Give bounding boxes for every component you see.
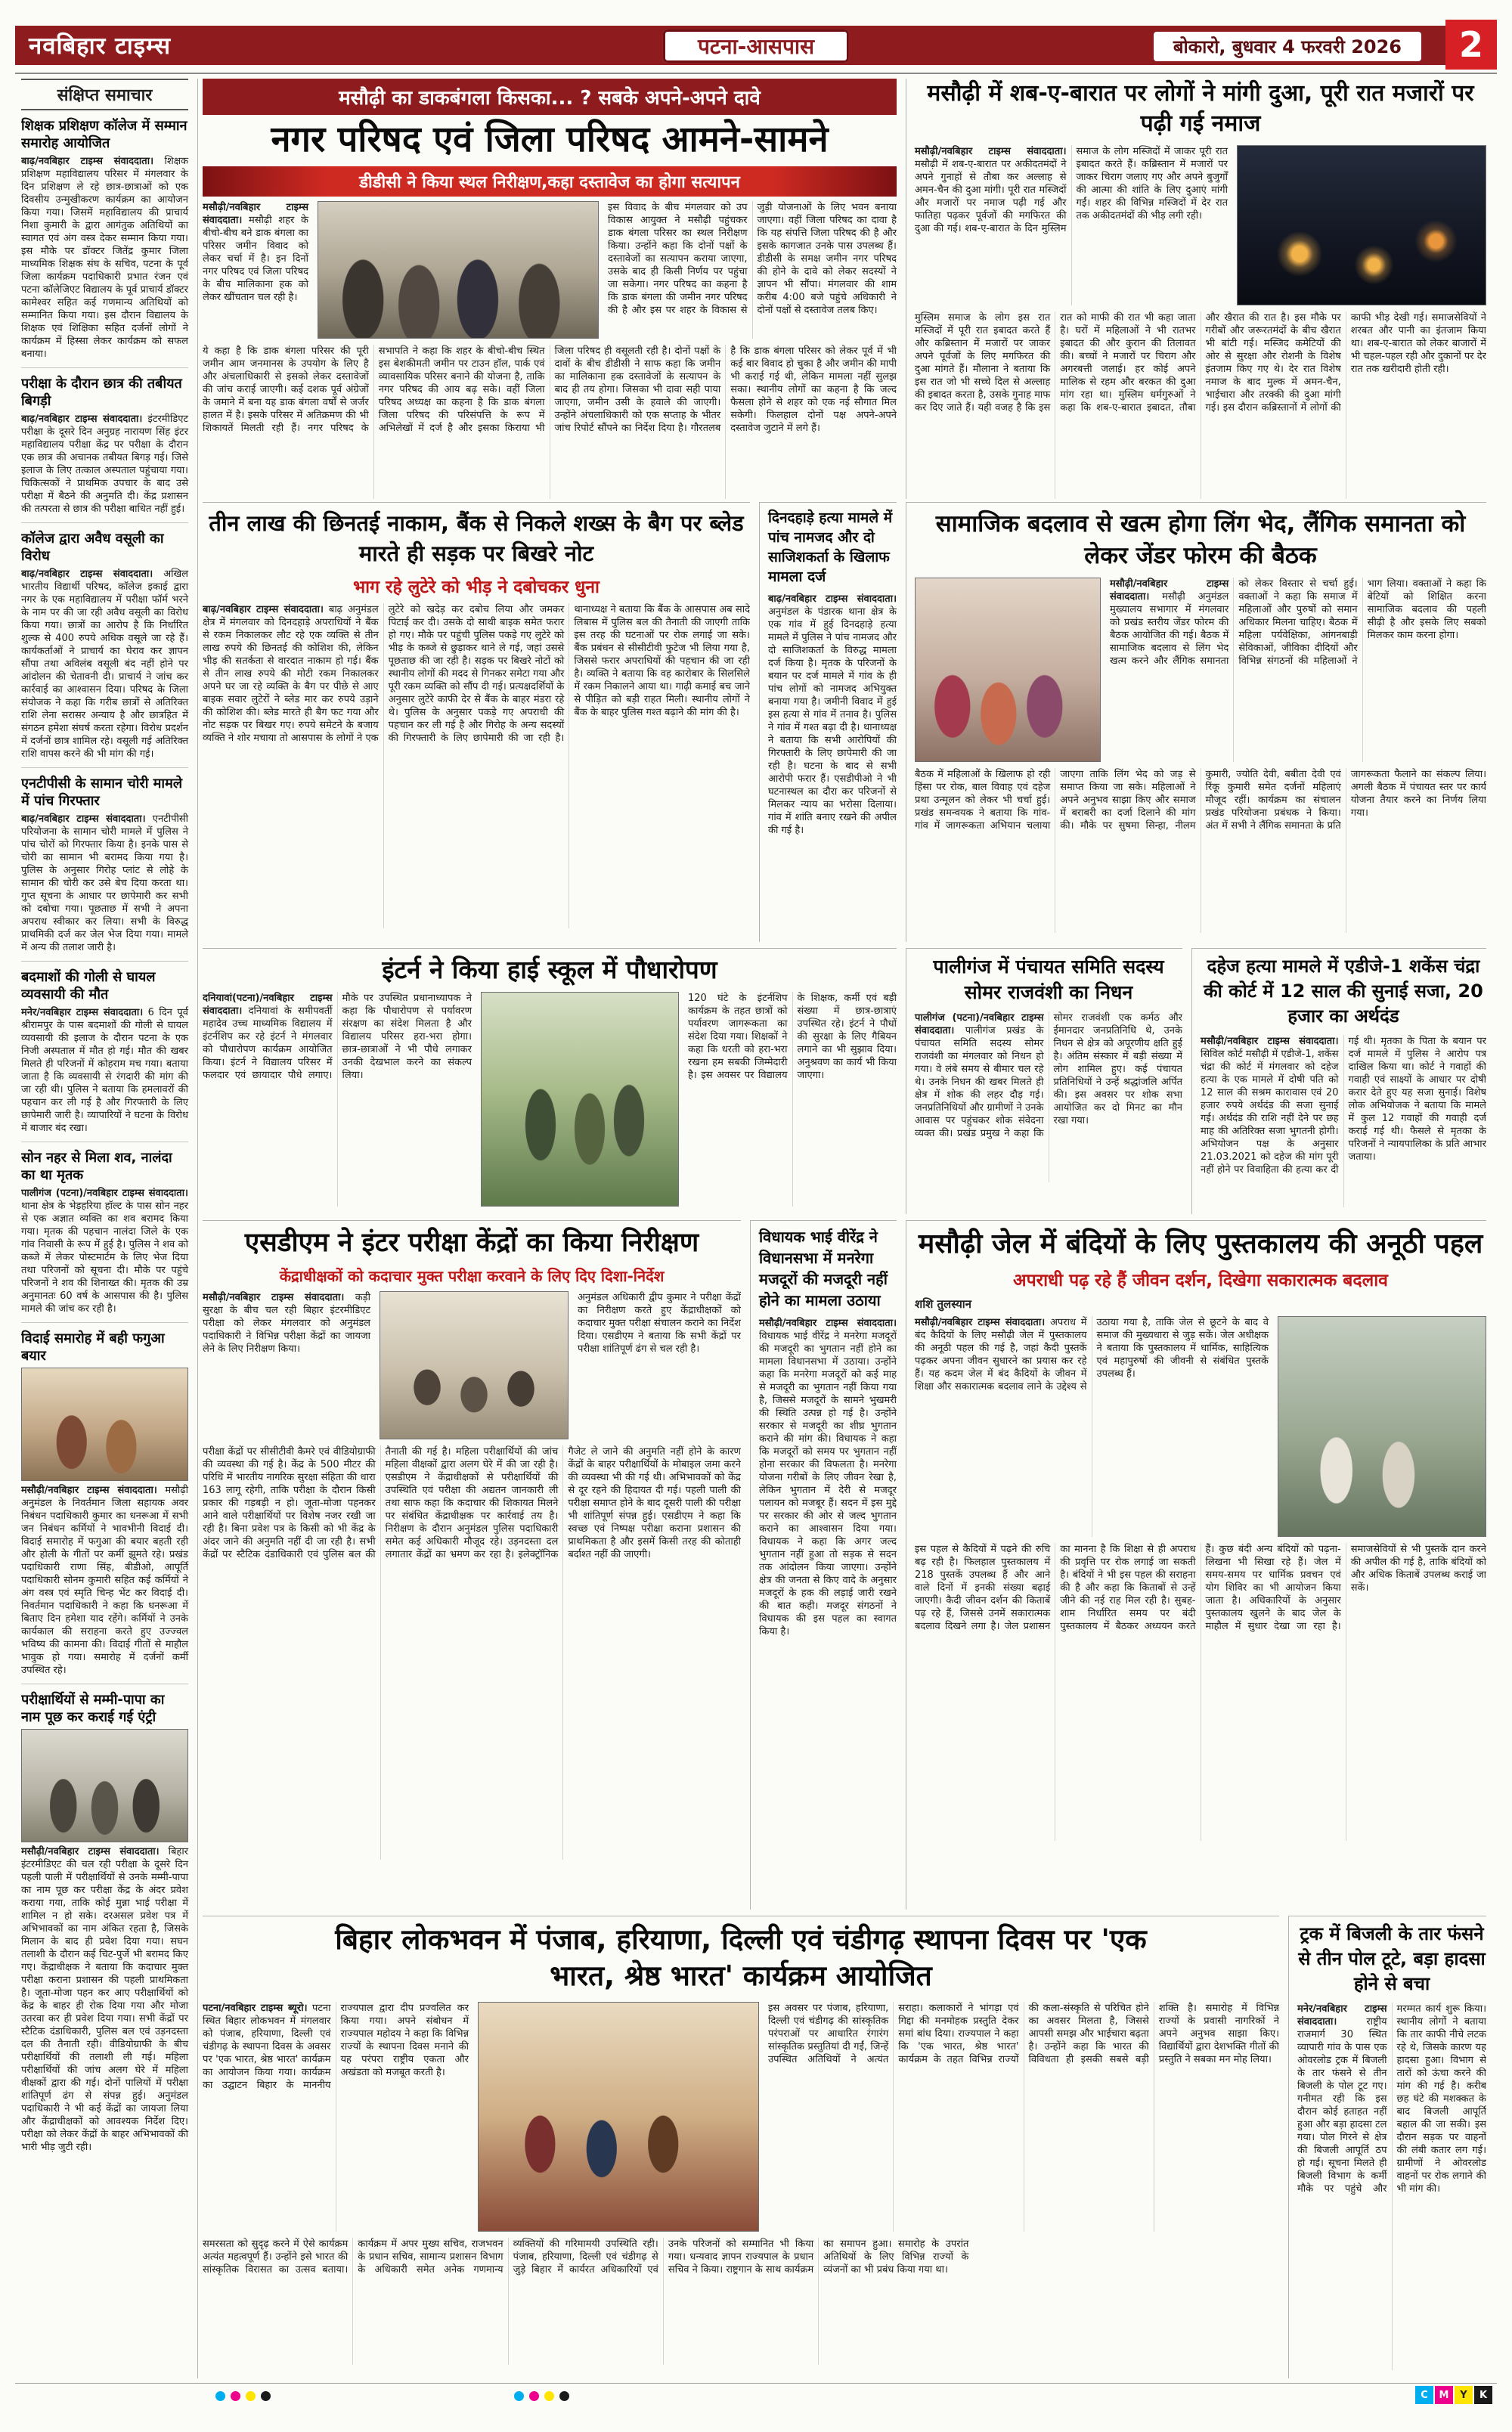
tree-planting-photo [481, 992, 679, 1207]
layout-row [203, 1291, 741, 1439]
layout-row [915, 578, 1486, 762]
main-story-body-bottom: ये कहा है कि डाक बंगला परिसर की पूरी जमीन आम जनमानस के उपयोग के लिए है और अंचलाधिकारी से इसको लेकर दस्तावेजों की जांच कराई जाएगी। कई दशक पूर्व अंग्रेजों के जमाने में बना यह डाक बंगला वर्षों से जर्जर हालत में है। इसके परिसर में अतिक्रमण की भी शिकायतें मिलती रही हैं। नगर परिषद के सभापति ने कहा कि शहर के बीचो-बीच स्थित इस बेशकीमती जमीन पर टाउन हॉल, पार्क एवं व्यावसायिक परिसर बनाने की योजना है, ताकि नगर परिषद की आय बढ़ सके। वहीं जिला परिषद अध्यक्ष का कहना है कि डाक बंगला जिला परिषद की परिसंपत्ति के रूप में अभिलेखों में दर्ज है और इसका किराया भी जिला परिषद ही वसूलती रही है। दोनों पक्षों के दावों के बीच डीडीसी ने साफ कहा कि जमीन का मालिकाना हक दस्तावेजों के सत्यापन के बाद ही तय होगा। जिसका भी दावा सही पाया जाएगा, जमीन उसी के हवाले की जाएगी। उन्होंने अंचलाधिकारी को एक सप्ताह के भीतर जांच रिपोर्ट सौंपने का निर्देश दिया है। गौरतलब है कि डाक बंगला परिसर को लेकर पूर्व में भी कई बार विवाद हो चुका है और जमीन की मापी भी कराई गई थी, लेकिन मामला नहीं सुलझ सका। स्थानीय लोगों का कहना है कि जल्द फैसला होने से शहर को एक नई सौगात मिल सकेगी। फिलहाल दोनों पक्ष अपने-अपने दस्तावेज जुटाने में लगे हैं। [203, 345, 897, 434]
brief-item [21, 968, 188, 1142]
brief-body [21, 1187, 188, 1315]
article-body [915, 145, 1228, 305]
body-text: एनटीपीसी परियोजना के सामान चोरी मामले में पुलिस ने पांच चोरों को गिरफ्तार किया है। इनके पास से चोरी का सामान भी बरामद किया गया है। पुलिस के अनुसार गिरोह प्लांट से लोहे के सामान की चोरी कर उसे बेच दिया करता था। गुप्त सूचना के आधार पर छापेमारी कर सभी को दबोचा गया। पूछताछ में सभी ने अपना अपराध स्वीकार कर लिया। सभी के विरुद्ध प्राथमिकी दर्ज कर जेल भेज दिया गया। मामले में अन्य की तलाश जारी है। [21, 813, 188, 953]
dateline: पटना/नवबिहार टाइम्स ब्यूरो। [203, 2003, 308, 2014]
footer-rule [15, 2383, 1497, 2384]
dateline: बाढ़/नवबिहार टाइम्स संवाददाता। [21, 414, 143, 425]
night-prayer-photo [1237, 145, 1486, 305]
farewell-ceremony-photo [21, 1368, 188, 1481]
body-text: अखिल भारतीय विद्यार्थी परिषद, कॉलेज इकाई द्वारा नगर के एक महाविद्यालय में परीक्षा फॉर्म भरने के नाम पर की जा रही अवैध वसूली का विरोध किया गया। छात्रों का आरोप है कि निर्धारित शुल्क से 400 रुपये अधिक वसूले जा रहे हैं। कार्यकर्ताओं ने प्राचार्य का घेराव कर ज्ञापन सौंपा तथा अविलंब वसूली बंद नहीं होने पर आंदोलन की चेतावनी दी। प्राचार्य ने जांच कर कार्रवाई का आश्वासन दिया। परिषद के जिला संयोजक ने कहा कि गरीब छात्रों से अतिरिक्त राशि लेना सरासर अन्याय है और छात्रहित में संगठन हमेशा संघर्ष करता रहेगा। विरोध प्रदर्शन में दर्जनों छात्र शामिल रहे। वसूली गई अतिरिक्त राशि वापस करने की भी मांग की गई। [21, 568, 188, 760]
dateline: पालीगंज (पटना)/नवबिहार टाइम्स संवाददाता। [915, 1012, 1044, 1036]
article-headline: दहेज हत्या मामले में एडीजे-1 शकेंस चंद्रा की कोर्ट में 12 साल की सुनाई सजा, 20 हजार का अर्थदंड [1204, 956, 1483, 1027]
body-text: बाढ़ अनुमंडल क्षेत्र में मंगलवार को दिनदहाड़े अपराधियों ने बैंक से रकम निकालकर लौट रहे एक व्यक्ति से तीन लाख रुपये की छिनतई की कोशिश की, लेकिन भीड़ की सतर्कता से वारदात नाकाम हो गई। बैंक से तीन लाख रुपये की मोटी रकम निकालकर अपने घर जा रहे व्यक्ति के बैग पर पीछे से आए बाइक सवार लुटेरों ने ब्लेड मार कर रुपये उड़ाने की कोशिश की। ब्लेड मारते ही बैग फट गया और नोट सड़क पर बिखर गए। रुपये समेटने के बजाय व्यक्ति ने शोर मचाया तो आसपास के लोगों ने एक लुटेरे को खदेड़ कर दबोच लिया और जमकर पिटाई कर दी। उसके दो साथी बाइक समेत फरार हो गए। मौके पर पहुंची पुलिस पकड़े गए लुटेरे को भीड़ के कब्जे से छुड़ाकर थाने ले गई, जहां उससे पूछताछ की जा रही है। सड़क पर बिखरे नोटों को स्थानीय लोगों की मदद से गिनकर समेटा गया और पूरी रकम व्यक्ति को सौंप दी गई। प्रत्यक्षदर्शियों के अनुसार लुटेरे काफी देर से बैंक के बाहर मंडरा रहे थे। पुलिस के अनुसार पकड़े गए अपराधी की पहचान कर ली गई है और गिरोह के अन्य सदस्यों की गिरफ्तारी के लिए छापेमारी की जा रही है। थानाध्यक्ष ने बताया कि बैंक के आसपास अब सादे लिबास में पुलिस बल की तैनाती की जाएगी ताकि इस तरह की घटनाओं पर रोक लगाई जा सके। बैंक प्रबंधन से सीसीटीवी फुटेज भी लिया गया है, जिससे फरार अपराधियों की पहचान की जा रही है। व्यक्ति ने बताया कि वह कारोबार के सिलसिले में रकम निकालने आया था। गाढ़ी कमाई बच जाने से पीड़ित को बड़ी राहत मिली। स्थानीय लोगों ने बैंक के बाहर पुलिस गश्त बढ़ाने की मांग की है। [203, 604, 750, 744]
dateline: मसौढ़ी/नवबिहार टाइम्स संवाददाता। [915, 1317, 1046, 1328]
body-text: पालीगंज प्रखंड के पंचायत समिति सदस्य सोमर राजवंशी का मंगलवार को निधन हो गया। वे लंबे समय से बीमार चल रहे थे। उनके निधन की खबर मिलते ही क्षेत्र में शोक की लहर दौड़ गई। जनप्रतिनिधियों और ग्रामीणों ने उनके आवास पर पहुंचकर शोक संवेदना व्यक्त की। प्रखंड प्रमुख ने कहा कि सोमर राजवंशी एक कर्मठ और ईमानदार जनप्रतिनिधि थे, उनके निधन से क्षेत्र को अपूरणीय क्षति हुई है। अंतिम संस्कार में बड़ी संख्या में लोग शामिल हुए। कई पंचायत प्रतिनिधियों ने उन्हें श्रद्धांजलि अर्पित की। इस अवसर पर शोक सभा आयोजित कर दो मिनट का मौन रखा गया। [915, 1012, 1182, 1139]
yellow-dot-icon [544, 2391, 554, 2401]
jail-library-photo [1278, 1316, 1486, 1537]
article-sdm-inspection [203, 1220, 741, 1910]
exam-hall-photo [380, 1291, 569, 1439]
layout-row [915, 1316, 1486, 1537]
dateline: मसौढ़ी/नवबिहार टाइम्स संवाददाता। [21, 1485, 157, 1496]
black-dot-icon [261, 2391, 271, 2401]
article-headline: मसौढ़ी जेल में बंदियों के लिए पुस्तकालय की अनूठी पहल [918, 1228, 1483, 1259]
article-jail-library [906, 1220, 1486, 1910]
yellow-dot-icon [246, 2391, 256, 2401]
article-headline: दिनदहाड़े हत्या मामले में पांच नामजद और दो साजिशकर्ता के खिलाफ मामला दर्ज [768, 510, 893, 585]
women-meeting-photo [915, 578, 1101, 762]
dateline: बाढ़/नवबिहार टाइम्स संवाददाता। [21, 156, 153, 167]
article-headline: पालीगंज में पंचायत समिति सदस्य सोमर राजवंशी का निधन [933, 956, 1164, 1003]
main-story-headline: नगर परिषद एवं जिला परिषद आमने-सामने [271, 119, 829, 160]
brief-headline: बदमाशों की गोली से घायल व्यवसायी की मौत [21, 969, 156, 1002]
cyan-dot-icon [215, 2391, 225, 2401]
article-snatching [203, 502, 750, 942]
registration-marks [215, 2391, 271, 2401]
article-paliganj-death [906, 948, 1182, 1214]
body-text: कड़ी सुरक्षा के बीच चल रही बिहार इंटरमीडिएट परीक्षा को लेकर मंगलवार को अनुमंडल पदाधिकारी ने विभिन्न परीक्षा केंद्रों का जायजा लेने के लिए निरीक्षण किया। [203, 1292, 371, 1355]
black-swatch-icon: K [1474, 2386, 1492, 2404]
article-body [21, 1484, 188, 1677]
main-story-kicker: मसौढ़ी का डाकबंगला किसका... ? सबके अपने-अपने दावे [203, 79, 897, 115]
brief-headline: सोन नहर से मिला शव, नालंदा का था मृतक [21, 1150, 172, 1183]
body-text: अपराध में बंद कैदियों के लिए मसौढ़ी जेल में पुस्तकालय की अनूठी पहल की गई है, जहां कैदी पुस्तकें पढ़कर अपना जीवन सुधारने का प्रयास कर रहे हैं। यह कदम जेल में बंद कैदियों के जीवन में शिक्षा और सकारात्मक बदलाव लाने के उद्देश्य से उठाया गया है, ताकि जेल से छूटने के बाद वे समाज की मुख्यधारा से जुड़ सकें। जेल अधीक्षक ने बताया कि पुस्तकालय में धार्मिक, साहित्यिक एवं महापुरुषों की जीवनी से संबंधित पुस्तकें उपलब्ध हैं। [915, 1317, 1269, 1393]
article-body [1110, 578, 1486, 762]
article-body-left [203, 1291, 370, 1439]
masthead [15, 26, 1497, 65]
article-body-right: अनुमंडल अधिकारी द्वीप कुमार ने परीक्षा केंद्रों का निरीक्षण करते हुए केंद्राधीक्षकों को कदाचार मुक्त परीक्षा संचालन कराने का निर्देश दिया। एसडीएम ने बताया कि सभी केंद्रों पर परीक्षा शांतिपूर्ण ढंग से चल रही है। [578, 1292, 741, 1355]
article-headline: विधायक भाई वीरेंद्र ने विधानसभा में मनरेगा मजदूरों की मजदूरी नहीं होने का मामला उठाया [759, 1228, 888, 1309]
section-badge: पटना-आसपास [663, 29, 849, 63]
brief-item [21, 530, 188, 768]
body-text: अनुमंडल के पंडारक थाना क्षेत्र के एक गांव में हुई दिनदहाड़े हत्या मामले में पुलिस ने पांच नामजद और दो साजिशकर्ता के विरुद्ध मामला दर्ज किया है। मृतक के परिजनों के बयान पर दर्ज मामले में गांव के ही पांच लोगों को नामजद अभियुक्त बनाया गया है। जमीनी विवाद में हुई इस हत्या से गांव में तनाव है। पुलिस ने गांव में गश्त बढ़ा दी है। थानाध्यक्ष ने बताया कि सभी आरोपियों की गिरफ्तारी के लिए छापेमारी की जा रही है। घटना के बाद से सभी आरोपी फरार हैं। एसडीपीओ ने भी घटनास्थल का दौरा कर परिजनों से मिलकर न्याय का भरोसा दिलाया। गांव में शांति बनाए रखने की अपील की गई है। [768, 606, 897, 836]
article-body-right: इस अवसर पर पंजाब, हरियाणा, दिल्ली एवं चंडीगढ़ की सांस्कृतिक परंपराओं पर आधारित रंगारंग सांस्कृतिक प्रस्तुतियां दी गईं, जिन्हें उपस्थित अतिथियों ने अत्यंत सराहा। कलाकारों ने भांगड़ा एवं गिद्दा की मनमोहक प्रस्तुति देकर समां बांध दिया। राज्यपाल ने कहा कि 'एक भारत, श्रेष्ठ भारत' कार्यक्रम के तहत विभिन्न राज्यों की कला-संस्कृति से परिचित होने का अवसर मिलता है, जिससे आपसी समझ और भाईचारा बढ़ता है। उन्होंने कहा कि भारत की विविधता ही इसकी सबसे बड़ी शक्ति है। समारोह में विभिन्न राज्यों के प्रवासी नागरिकों ने अपने अनुभव साझा किए। विद्यार्थियों द्वारा देशभक्ति गीतों की प्रस्तुति ने सबका मन मोह लिया। [768, 2003, 1279, 2065]
brief-headline: शिक्षक प्रशिक्षण कॉलेज में सम्मान समारोह आयोजित [21, 118, 187, 151]
brief-item [21, 1149, 188, 1323]
article-main-story [203, 79, 897, 499]
body-text: थाना क्षेत्र के भेड़हरिया हॉल्ट के पास सोन नहर से एक अज्ञात व्यक्ति का शव बरामद किया गया। मृतक की पहचान नालंदा जिले के एक गांव निवासी के रूप में हुई है। पुलिस ने शव को कब्जे में लेकर पोस्टमार्टम के लिए भेज दिया तथा परिजनों को सूचना दी। मौके पर पहुंचे परिजनों ने शव की शिनाख्त की। मृतक की उम्र अनुमानतः 60 वर्ष के आसपास की है। पुलिस मामले की जांच कर रही है। [21, 1201, 188, 1315]
brief-item [21, 775, 188, 962]
body-text: इंटरमीडिएट परीक्षा के दूसरे दिन अनुग्रह नारायण सिंह इंटर महाविद्यालय परीक्षा केंद्र पर परीक्षा के दौरान एक छात्र की अचानक तबीयत बिगड़ गई। जिसे इलाज के लिए तत्काल अस्पताल पहुंचाया गया। चिकित्सकों ने प्राथमिक उपचार के बाद उसे परीक्षा में बैठने की अनुमति दी। केंद्र प्रशासन की तत्परता से छात्र की परीक्षा बाधित नहीं हुई। [21, 414, 188, 515]
article-body-bottom: मुस्लिम समाज के लोग इस रात मस्जिदों में पूरी रात इबादत करते हैं और कब्रिस्तान में मजारों पर जाकर अपने पूर्वजों के लिए मगफिरत की दुआ मांगते हैं। मौलाना ने बताया कि इस रात जो भी सच्चे दिल से अल्लाह की इबादत करता है, उसके गुनाह माफ कर दिए जाते हैं। यही वजह है कि इस रात को माफी की रात भी कहा जाता है। घरों में महिलाओं ने भी रातभर इबादत की और कुरान की तिलावत की। बच्चों ने मजारों पर चिराग और अगरबत्ती जलाई। हर कोई अपने मालिक से रहम और बरकत की दुआ मांग रहा था। मुस्लिम धर्मगुरुओं ने कहा कि शब-ए-बारात इबादत, तौबा और खैरात की रात है। इस मौके पर गरीबों और जरूरतमंदों के बीच खैरात भी बांटी गई। मस्जिद कमेटियों की ओर से सुरक्षा और रोशनी के विशेष इंतजाम किए गए थे। देर रात विशेष नमाज के बाद मुल्क में अमन-चैन, भाईचारा और तरक्की की दुआ मांगी गई। इस दौरान कब्रिस्तानों में लोगों की काफी भीड़ देखी गई। समाजसेवियों ने शरबत और पानी का इंतजाम किया था। शब-ए-बारात को लेकर बाजारों में भी चहल-पहल रही और दुकानों पर देर रात तक खरीदारी होती रही। [915, 312, 1486, 414]
dateline: मसौढ़ी/नवबिहार टाइम्स संवाददाता। [915, 146, 1067, 157]
article-gender-forum [906, 502, 1486, 942]
dateline: बाढ़/नवबिहार टाइम्स संवाददाता। [21, 813, 146, 825]
layout-row [203, 992, 897, 1207]
dateline: मसौढ़ी/नवबिहार टाइम्स संवाददाता। [21, 1846, 160, 1857]
cyan-swatch-icon: C [1415, 2386, 1433, 2404]
registration-marks [514, 2391, 569, 2401]
magenta-swatch-icon: M [1435, 2386, 1453, 2404]
magenta-dot-icon [529, 2391, 539, 2401]
dateline: मसौढ़ी/नवबिहार टाइम्स संवाददाता। [1201, 1036, 1339, 1047]
article-mla-mgnrega [750, 1220, 897, 1910]
main-story-body-mid: इस विवाद के बीच मंगलवार को उप विकास आयुक्त ने मसौढ़ी पहुंचकर डाक बंगला परिसर का स्थल निरीक्षण किया। उन्होंने कहा कि दोनों पक्षों के दस्तावेजों का सत्यापन कराया जाएगा, उसके बाद ही किसी निर्णय पर पहुंचा जा सकेगा। नगर परिषद का कहना है कि डाक बंगला की जमीन नगर परिषद की है और इस पर शहर के विकास से जुड़ी योजनाओं के लिए भवन बनाया जाएगा। वहीं जिला परिषद का दावा है कि यह संपत्ति जिला परिषद की है और इसके कागजात उनके पास उपलब्ध हैं। डीडीसी के समक्ष जमीन नगर परिषद की होने के दावे को लेकर सदस्यों ने ज्ञापन भी सौंपा। मंगलवार की शाम करीब 4:00 बजे पहुंचे अधिकारी ने दोनों पक्षों से दस्तावेज तलब किए। [608, 202, 897, 316]
cyan-dot-icon [514, 2391, 524, 2401]
article-headline: एसडीएम ने इंटर परीक्षा केंद्रों का किया निरीक्षण [244, 1228, 699, 1258]
dateline: पालीगंज (पटना)/नवबिहार टाइम्स संवाददाता। [21, 1188, 188, 1199]
byline: शशि तुलस्यान [915, 1297, 971, 1311]
brief-body [21, 568, 188, 761]
article-headline: बिहार लोकभवन में पंजाब, हरियाणा, दिल्ली एवं चंडीगढ़ स्थापना दिवस पर 'एक भारत, श्रेष्ठ भारत' कार्यक्रम आयोजित [335, 1923, 1147, 1992]
article-body-left [203, 2002, 469, 2232]
article-exam-entry [21, 1691, 188, 2161]
article-headline: तीन लाख की छिनतई नाकाम, बैंक से निकले शख्स के बैग पर ब्लेड मारते ही सड़क पर बिखरे नोट [209, 510, 744, 566]
article-dowry-verdict [1191, 948, 1486, 1214]
body-text: मसौढ़ी में शब-ए-बारात पर अकीदतमंदों ने अपने गुनाहों से तौबा कर अल्लाह से अमन-चैन की दुआ मांगी। पूरी रात मस्जिदों और मजारों पर नमाज पढ़ी गई और फातिहा पढ़कर पूर्वजों की मगफिरत की दुआ की गई। शब-ए-बारात के दिन मुस्लिम समाज के लोग मस्जिदों में जाकर पूरी रात इबादत करते हैं। कब्रिस्तान में मजारों पर जाकर चिराग जलाए गए और अपने बुजुर्गों की आत्मा की शांति के लिए दुआएं मांगी गईं। शहर की विभिन्न मस्जिदों में देर रात तक अकीदतमंदों की भीड़ लगी रही। [915, 146, 1228, 234]
layout-row [203, 201, 897, 339]
layout-row [203, 2002, 1279, 2232]
dateline: बाढ़/नवबिहार टाइम्स संवाददाता। [21, 568, 153, 580]
dateline: मनेर/नवबिहार टाइम्स संवाददाता। [21, 1007, 144, 1018]
stage-ceremony-photo [478, 2002, 759, 2232]
article-body [1201, 1035, 1486, 1207]
dateline: मसौढ़ी/नवबिहार टाइम्स संवाददाता। [203, 202, 308, 226]
brief-headline: परीक्षा के दौरान छात्र की तबीयत बिगड़ी [21, 376, 182, 409]
article-body [203, 992, 472, 1207]
article-shab-e-barat [906, 79, 1486, 499]
black-dot-icon [559, 2391, 569, 2401]
yellow-swatch-icon: Y [1455, 2386, 1473, 2404]
article-body-right: 120 घंटे के इंटर्नशिप कार्यक्रम के तहत छात्रों को पर्यावरण जागरूकता का संदेश दिया गया। शिक्षकों ने कहा कि धरती को हरा-भरा रखना हम सबकी जिम्मेदारी है। इस अवसर पर विद्यालय के शिक्षक, कर्मी एवं बड़ी संख्या में छात्र-छात्राएं उपस्थित रहे। इंटर्न ने पौधों की सुरक्षा के लिए गैबियन लगाने का भी सुझाव दिया। अनुश्रवण का कार्य भी किया जाएगा। [688, 993, 897, 1081]
body-text: राष्ट्रीय राजमार्ग 30 स्थित व्यापारी गांव के पास एक ओवरलोड ट्रक में बिजली के तार फंसने से तीन बिजली के पोल टूट गए। गनीमत रही कि इस दौरान कोई हताहत नहीं हुआ और बड़ा हादसा टल गया। पोल गिरने से क्षेत्र की बिजली आपूर्ति ठप हो गई। सूचना मिलते ही बिजली विभाग के कर्मी मौके पर पहुंचे और मरम्मत कार्य शुरू किया। स्थानीय लोगों ने बताया कि तार काफी नीचे लटक रहे थे, जिसके कारण यह हादसा हुआ। विभाग से तारों को ऊंचा करने की मांग की गई है। करीब छह घंटे की मशक्कत के बाद बिजली आपूर्ति बहाल की जा सकी। इस दौरान सड़क पर वाहनों की लंबी कतार लग गई। ग्रामीणों ने ओवरलोड वाहनों पर रोक लगाने की भी मांग की। [1297, 2003, 1486, 2195]
body-text: मसौढ़ी अनुमंडल मुख्यालय सभागार में मंगलवार को प्रखंड स्तरीय जेंडर फोरम की बैठक आयोजित की गई। बैठक में सामाजिक बदलाव से लिंग भेद खत्म करने और लैंगिक समानता को लेकर विस्तार से चर्चा हुई। वक्ताओं ने कहा कि समाज में महिलाओं और पुरुषों को समान अधिकार मिलना चाहिए। बैठक में महिला पर्यवेक्षिका, आंगनबाड़ी सेविकाओं, जीविका दीदियों और विभिन्न संगठनों की महिलाओं ने भाग लिया। वक्ताओं ने कहा कि बेटियों को शिक्षित करना सामाजिक बदलाव की पहली सीढ़ी है और इसके लिए सबको मिलकर काम करना होगा। [1110, 578, 1486, 667]
dateline: मनेर/नवबिहार टाइम्स संवाददाता। [1297, 2003, 1387, 2028]
body-text: विधायक भाई वीरेंद्र ने मनरेगा मजदूरों की मजदूरी का भुगतान नहीं होने का मामला विधानसभा में उठाया। उन्होंने कहा कि मनरेगा मजदूरों को कई माह से मजदूरी का भुगतान नहीं किया गया है, जिससे मजदूरों के सामने भुखमरी की स्थिति उत्पन्न हो गई है। उन्होंने सरकार से मजदूरी का शीघ्र भुगतान कराने की मांग की। विधायक ने कहा कि मजदूरों को समय पर भुगतान नहीं होना सरकार की विफलता है। मनरेगा योजना गरीबों के लिए जीवन रेखा है, लेकिन भुगतान में देरी से मजदूर पलायन को मजबूर हैं। सदन में इस मुद्दे पर सरकार की ओर से जल्द भुगतान कराने का आश्वासन दिया गया। विधायक ने कहा कि अगर जल्द भुगतान नहीं हुआ तो सड़क से सदन तक आंदोलन किया जाएगा। उन्होंने क्षेत्र की जनता से किए वादे के अनुसार मजदूरों के हक की लड़ाई जारी रखने की बात कही। मजदूर संगठनों ने विधायक की इस पहल का स्वागत किया है। [759, 1331, 897, 1637]
article-body [915, 1316, 1269, 1537]
briefs-title: संक्षिप्त समाचार [21, 79, 188, 110]
article-headline: ट्रक में बिजली के तार फंसने से तीन पोल टूटे, बड़ा हादसा होने से बचा [1298, 1923, 1486, 1994]
layout-row [915, 145, 1486, 305]
main-story-body-left [203, 201, 308, 339]
brief-headline: कॉलेज द्वारा अवैध वसूली का विरोध [21, 531, 164, 564]
article-subhead: भाग रहे लुटेरे को भीड़ ने दबोचकर धुना [352, 578, 600, 597]
body-text: सिविल कोर्ट मसौढ़ी में एडीजे-1, शकेंस चंद्रा की कोर्ट में मंगलवार को दहेज हत्या के एक मामले में दोषी पति को 12 साल की सश्रम कारावास एवं 20 हजार रुपये अर्थदंड की सजा सुनाई गई। अर्थदंड की राशि नहीं देने पर छह माह की अतिरिक्त सजा भुगतनी होगी। अभियोजन पक्ष के अनुसार 21.03.2021 को दहेज की मांग पूरी नहीं होने पर विवाहिता की हत्या कर दी गई थी। मृतका के पिता के बयान पर दर्ज मामले में पुलिस ने आरोप पत्र दाखिल किया था। कोर्ट ने गवाहों की गवाही एवं साक्ष्यों के आधार पर दोषी करार देते हुए यह सजा सुनाई। विशेष लोक अभियोजक ने बताया कि मामले में कुल 12 गवाहों की गवाही दर्ज कराई गई थी। फैसले से मृतका के परिजनों ने न्यायपालिका के प्रति आभार जताया। [1201, 1036, 1486, 1176]
exam-gate-photo [21, 1729, 188, 1842]
dateline: बाढ़/नवबिहार टाइम्स संवाददाता। [768, 593, 897, 605]
dateline: दनियावां(पटना)/नवबिहार टाइम्स संवाददाता। [203, 993, 333, 1017]
brief-headline: एनटीपीसी के सामान चोरी मामले में पांच गिरफ्तार [21, 776, 183, 809]
article-headline: विदाई समारोह में बही फगुआ बयार [21, 1331, 165, 1364]
article-farewell [21, 1330, 188, 1684]
article-body [915, 1012, 1182, 1182]
article-subhead: अपराधी पढ़ रहे हैं जीवन दर्शन, दिखेगा सकारात्मक बदलाव [1013, 1271, 1388, 1290]
article-body-bottom: इस पहल से कैदियों में पढ़ने की रुचि बढ़ रही है। फिलहाल पुस्तकालय में 218 पुस्तकें उपलब्ध हैं और आने वाले दिनों में इनकी संख्या बढ़ाई जाएगी। कैदी जीवन दर्शन की किताबें पढ़ रहे हैं, जिससे उनमें सकारात्मक बदलाव दिखने लगा है। जेल प्रशासन का मानना है कि शिक्षा से ही अपराध की प्रवृत्ति पर रोक लगाई जा सकती है। बंदियों ने भी इस पहल की सराहना की है और कहा कि किताबों से उन्हें जीने की नई राह मिल रही है। सुबह-शाम निर्धारित समय पर बंदी पुस्तकालय में बैठकर अध्ययन करते हैं। कुछ बंदी अन्य बंदियों को पढ़ना-लिखना भी सिखा रहे हैं। जेल में समय-समय पर धार्मिक प्रवचन एवं योग शिविर का भी आयोजन किया जाता है। अधिकारियों के अनुसार पुस्तकालय खुलने के बाद जेल के माहौल में सुधार देखा जा रहा है। समाजसेवियों से भी पुस्तकें दान करने की अपील की गई है, ताकि बंदियों को और अधिक किताबें उपलब्ध कराई जा सकें। [915, 1544, 1486, 1632]
edition-date: बोकारो, बुधवार 4 फरवरी 2026 [1154, 32, 1421, 61]
article-truck-poles [1288, 1916, 1486, 2378]
brief-body [21, 1006, 188, 1135]
article-body-bottom: परीक्षा केंद्रों पर सीसीटीवी कैमरे एवं वीडियोग्राफी की व्यवस्था की गई है। केंद्र के 500 मीटर की परिधि में भारतीय नागरिक सुरक्षा संहिता की धारा 163 लागू रहेगी, ताकि परीक्षा के दौरान किसी प्रकार की गड़बड़ी न हो। जूता-मोजा पहनकर आने वाले परीक्षार्थियों पर विशेष नजर रखी जा रही है। बिना प्रवेश पत्र के किसी को भी केंद्र के अंदर जाने की अनुमति नहीं दी जा रही है। सभी केंद्रों पर स्टैटिक दंडाधिकारी एवं पुलिस बल की तैनाती की गई है। महिला परीक्षार्थियों की जांच महिला वीक्षकों द्वारा अलग घेरे में की जा रही है। एसडीएम ने केंद्राधीक्षकों से परीक्षार्थियों की उपस्थिति एवं परीक्षा की अद्यतन जानकारी ली तथा साफ कहा कि कदाचार की शिकायत मिलने पर संबंधित केंद्राधीक्षक पर कार्रवाई तय है। निरीक्षण के दौरान अनुमंडल पुलिस पदाधिकारी समेत कई अधिकारी मौजूद रहे। उड़नदस्ता दल लगातार केंद्रों का भ्रमण कर रहा है। इलेक्ट्रॉनिक गैजेट ले जाने की अनुमति नहीं होने के कारण केंद्रों के बाहर परीक्षार्थियों के मोबाइल जमा करने की व्यवस्था भी की गई थी। अभिभावकों को केंद्र से दूर रहने की हिदायत दी गई। पहली पाली की परीक्षा समाप्त होने के बाद दूसरी पाली की परीक्षा भी शांतिपूर्ण संपन्न हुई। एसडीएम ने कहा कि स्वच्छ एवं निष्पक्ष परीक्षा कराना प्रशासन की प्राथमिकता है और इसमें किसी तरह की कोताही बर्दाश्त नहीं की जाएगी। [203, 1446, 741, 1560]
brief-body [21, 813, 188, 954]
brief-body [21, 413, 188, 516]
article-body [1297, 2003, 1486, 2370]
main-story-subhead: डीडीसी ने किया स्थल निरीक्षण,कहा दस्तावेज का होगा सत्यापन [203, 166, 897, 197]
body-text: दनियावां के समीपवर्ती महादेव उच्च माध्यमिक विद्यालय में इंटर्नशिप कर रहे इंटर्न ने मंगलवार को पौधारोपण कार्यक्रम आयोजित किया। इंटर्न ने विद्यालय परिसर में फलदार एवं छायादार पौधे लगाए। मौके पर उपस्थित प्रधानाध्यापक ने कहा कि पौधारोपण से पर्यावरण संरक्षण का संदेश मिलता है और विद्यालय परिसर हरा-भरा होगा। छात्र-छात्राओं ने भी पौधे लगाकर उनकी देखभाल करने का संकल्प लिया। [203, 993, 472, 1081]
article-murder-fir [759, 502, 897, 942]
article-headline: सामाजिक बदलाव से खत्म होगा लिंग भेद, लैंगिक समानता को लेकर जेंडर फोरम की बैठक [935, 510, 1466, 569]
newspaper-name: नवबिहार टाइम्स [29, 33, 172, 60]
page-number: 2 [1445, 20, 1497, 70]
article-body-bottom: बैठक में महिलाओं के खिलाफ हो रही हिंसा पर रोक, बाल विवाह एवं दहेज प्रथा उन्मूलन को लेकर भी चर्चा हुई। प्रखंड समन्वयक ने बताया कि गांव-गांव में जागरूकता अभियान चलाया जाएगा ताकि लिंग भेद को जड़ से समाप्त किया जा सके। महिलाओं ने अपने अनुभव साझा किए और समाज में बराबरी का दर्जा दिलाने की मांग की। मौके पर सुषमा सिन्हा, नीलम कुमारी, ज्योति देवी, बबीता देवी एवं रिंकू कुमारी समेत दर्जनों महिलाएं मौजूद रहीं। कार्यक्रम का संचालन प्रखंड परियोजना प्रबंधक ने किया। अंत में सभी ने लैंगिक समानता के प्रति जागरूकता फैलाने का संकल्प लिया। अगली बैठक में पंचायत स्तर पर कार्य योजना तैयार करने का निर्णय लिया गया। [915, 769, 1486, 832]
article-body [759, 1317, 897, 1846]
article-lokbhavan-event [203, 1916, 1279, 2378]
brief-item [21, 375, 188, 523]
body-text: 6 दिन पूर्व श्रीरामपुर के पास बदमाशों की गोली से घायल व्यवसायी की इलाज के दौरान पटना के एक निजी अस्पताल में मौत हो गई। मौत की खबर मिलते ही परिजनों में कोहराम मच गया। बताया जाता है कि व्यवसायी से रंगदारी की मांग की जा रही थी। पुलिस ने बताया कि हमलावरों की पहचान कर ली गई है और गिरफ्तारी के लिए छापेमारी जारी है। व्यापारियों ने घटना के विरोध में बाजार बंद रखा। [21, 1007, 188, 1134]
brief-body [21, 155, 188, 361]
body-text: पटना स्थित बिहार लोकभवन में मंगलवार को पंजाब, हरियाणा, दिल्ली एवं चंडीगढ़ के स्थापना दिवस के अवसर पर 'एक भारत, श्रेष्ठ भारत' कार्यक्रम का आयोजन किया गया। कार्यक्रम का उद्घाटन बिहार के माननीय राज्यपाल द्वारा दीप प्रज्वलित कर किया गया। अपने संबोधन में राज्यपाल महोदय ने कहा कि विभिन्न राज्यों के स्थापना दिवस मनाने की यह परंपरा राष्ट्रीय एकता और अखंडता को मजबूत करती है। [203, 2003, 469, 2091]
dateline: मसौढ़ी/नवबिहार टाइम्स संवाददाता। [1110, 578, 1229, 603]
cmyk-print-marks [1415, 2386, 1492, 2404]
article-body-bottom: समरसता को सुदृढ़ करने में ऐसे कार्यक्रम अत्यंत महत्वपूर्ण हैं। उन्होंने इसे भारत की सांस्कृतिक विरासत का उत्सव बताया। कार्यक्रम में अपर मुख्य सचिव, राजभवन के प्रधान सचिव, सामान्य प्रशासन विभाग के अधिकारी समेत अनेक गणमान्य व्यक्तियों की गरिमामयी उपस्थिति रही। पंजाब, हरियाणा, दिल्ली एवं चंडीगढ़ से जुड़े बिहार में कार्यरत अधिकारियों एवं उनके परिजनों को सम्मानित भी किया गया। धन्यवाद ज्ञापन राज्यपाल के प्रधान सचिव ने किया। राष्ट्रगान के साथ कार्यक्रम का समापन हुआ। समारोह के उपरांत अतिथियों के लिए विभिन्न राज्यों के व्यंजनों का भी प्रबंध किया गया था। [203, 2238, 969, 2276]
article-headline: मसौढ़ी में शब-ए-बारात पर लोगों ने मांगी दुआ, पूरी रात मजारों पर पढ़ी गई नमाज [927, 80, 1474, 137]
magenta-dot-icon [231, 2391, 240, 2401]
brief-item [21, 117, 188, 368]
body-text: शिक्षक प्रशिक्षण महाविद्यालय परिसर में मंगलवार के दिन प्रशिक्षण ले रहे छात्र-छात्राओं को एक दिवसीय उन्मुखीकरण कार्यक्रम का आयोजन किया गया। जिसमें महाविद्यालय की प्राचार्य निशा कुमारी के द्वारा आगंतुक अतिथियों का स्वागत एवं अंग वस्त्र देकर सम्मान किया गया। इस मौके पर डॉक्टर जितेंद्र कुमार जिला माध्यमिक शिक्षक संघ के सचिव, पटना के पूर्व जिला कार्यक्रम पदाधिकारी प्रभात रंजन एवं पटना कॉलेजिएट विद्यालय के पूर्व प्राचार्य डॉक्टर कामेश्वर सहित कई गणमान्य अतिथियों को सम्मानित किया गया। इस दौरान विद्यालय के शिक्षक एवं शिक्षिका सहित दर्जनों लोगों ने कार्यक्रम में हिस्सा लेकर कार्यक्रम को सफल बनाया। [21, 156, 188, 360]
briefs-column [21, 79, 198, 2378]
site-inspection-photo [318, 201, 599, 339]
body-text: बिहार इंटरमीडिएट की चल रही परीक्षा के दूसरे दिन पहली पाली में परीक्षार्थियों से उनके मम्मी-पापा का नाम पूछ कर परीक्षा केंद्र के अंदर प्रवेश कराया गया, ताकि कोई मुन्ना भाई परीक्षा में शामिल न हो सके। दरअसल प्रवेश पत्र में अभिभावकों का नाम अंकित रहता है, जिसके मिलान के बाद ही प्रवेश दिया गया। सघन तलाशी के दौरान कई चिट-पुर्जे भी बरामद किए गए। केंद्राधीक्षक ने बताया कि कदाचार मुक्त परीक्षा कराना प्रशासन की पहली प्राथमिकता है। जूता-मोजा पहन कर आए परीक्षार्थियों को केंद्र के बाहर ही रोक दिया गया और मोजा उतरवा कर ही प्रवेश दिया गया। सभी केंद्रों पर स्टैटिक दंडाधिकारी, पुलिस बल एवं उड़नदस्ता दल की तैनाती रही। वीडियोग्राफी के बीच परीक्षार्थियों की तलाशी ली गई। महिला परीक्षार्थियों की जांच अलग घेरे में महिला वीक्षकों द्वारा की गई। दोनों पालियों में परीक्षा शांतिपूर्ण ढंग से संपन्न हुई। अनुमंडल पदाधिकारी ने भी कई केंद्रों का जायजा लिया और केंद्राधीक्षकों को आवश्यक निर्देश दिए। परीक्षा को लेकर केंद्रों के बाहर अभिभावकों की भारी भीड़ जुटी रही। [21, 1846, 189, 2153]
article-headline: परीक्षार्थियों से मम्मी-पापा का नाम पूछ कर कराई गई एंट्री [21, 1692, 165, 1725]
article-body [21, 1845, 188, 2154]
masthead-rule [15, 73, 1497, 74]
dateline: मसौढ़ी/नवबिहार टाइम्स संवाददाता। [203, 1292, 345, 1303]
article-body [203, 603, 750, 928]
article-headline: इंटर्न ने किया हाई स्कूल में पौधारोपण [382, 955, 717, 984]
body-text: मसौढ़ी अनुमंडल के निवर्तमान जिला सहायक अवर निबंधन पदाधिकारी कुमार का धनरूआ में सभी जन निबंधन कर्मियों ने भावभीनी विदाई दी। विदाई समारोह में फगुआ की बयार बहती रही और होली के गीतों पर कर्मी झूमते रहे। प्रखंड पदाधिकारी राणा सिंह, बीडीओ, आपूर्ति पदाधिकारी सोनम कुमारी सहित कई कर्मियों ने अंग वस्त्र एवं स्मृति चिन्ह भेंट कर विदाई दी। निवर्तमान पदाधिकारी ने कहा कि धनरूआ में बिताए दिन हमेशा याद रहेंगे। कर्मियों ने उनके कार्यकाल की सराहना करते हुए उज्ज्वल भविष्य की कामना की। विदाई गीतों से माहौल भावुक हो गया। समारोह में दर्जनों कर्मी उपस्थित रहे। [21, 1485, 188, 1676]
body-text: मसौढ़ी शहर के बीचो-बीच बने डाक बंगला का परिसर जमीन विवाद को लेकर चर्चा में है। इन दिनों नगर परिषद एवं जिला परिषद के बीच मालिकाना हक को लेकर खींचतान चल रही है। [203, 215, 308, 303]
dateline: मसौढ़ी/नवबिहार टाइम्स संवाददाता। [759, 1318, 897, 1329]
dateline: बाढ़/नवबिहार टाइम्स संवाददाता। [203, 604, 324, 615]
article-subhead: केंद्राधीक्षकों को कदाचार मुक्त परीक्षा करवाने के लिए दिए दिशा-निर्देश [279, 1267, 665, 1285]
article-body [768, 593, 897, 886]
article-plantation [203, 948, 897, 1214]
